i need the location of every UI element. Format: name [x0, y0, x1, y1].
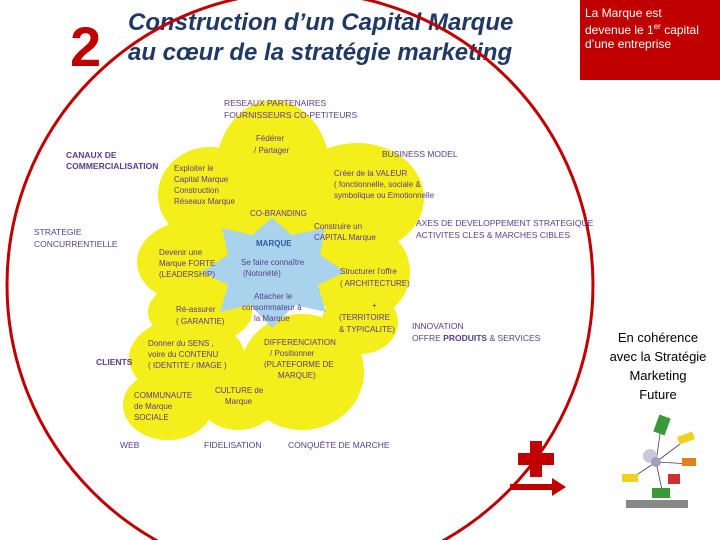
- petal-cobranding: CO-BRANDING: [250, 209, 307, 218]
- petal-culture-1: CULTURE de: [215, 386, 264, 395]
- label-axes-2: ACTIVITES CLES & MARCHES CIBLES: [416, 230, 570, 240]
- petal-structurer-2: ( ARCHITECTURE): [340, 279, 410, 288]
- petal-construire-1: Construire un: [314, 222, 363, 231]
- petal-structurer-1: Structurer l’offre: [340, 267, 397, 276]
- petal-rassurer-1: Ré-assurer: [176, 305, 216, 314]
- petal-creer-1: Créer de la VALEUR: [334, 169, 408, 178]
- label-innovation-2: [412, 333, 541, 343]
- coherence-note: [600, 328, 716, 404]
- petal-diff-1: DIFFERENCIATION: [264, 338, 336, 347]
- petal-creer-2: ( fonctionnelle, sociale &: [334, 180, 421, 189]
- label-web: WEB: [120, 440, 140, 450]
- slide-number: 2: [70, 15, 102, 78]
- label-business-model: BUSINESS MODEL: [382, 149, 458, 159]
- petal-exploiter-2: Capital Marque: [174, 175, 229, 184]
- center-marque: MARQUE: [256, 239, 292, 248]
- petal-communaute-1: COMMUNAUTE: [134, 391, 193, 400]
- petal-sens-2: voire du CONTENU: [148, 350, 219, 359]
- label-reseaux-1: RESEAUX PARTENAIRES: [224, 98, 327, 108]
- petal-culture-2: Marque: [225, 397, 253, 406]
- petal-devenir-2: Marque FORTE: [159, 259, 216, 268]
- center-connaitre-1: Se faire connaître: [241, 258, 305, 267]
- petal-exploiter-3: Construction: [174, 186, 219, 195]
- petal-communaute-3: SOCIALE: [134, 413, 169, 422]
- label-fidelisation: FIDELISATION: [204, 440, 262, 450]
- center-attacher-1: Attacher le: [254, 292, 293, 301]
- plus-icon: [518, 441, 554, 477]
- petal-territoire-2: (TERRITOIRE: [339, 313, 390, 322]
- callout-line-3: d’une entreprise: [585, 37, 672, 51]
- petal-sens-1: Donner du SENS ,: [148, 339, 214, 348]
- label-strategie-1: STRATEGIE: [34, 227, 82, 237]
- callout-line-2-post: capital: [660, 23, 699, 37]
- petal-construire-2: CAPITAL Marque: [314, 233, 376, 242]
- coherence-line-2: avec la Stratégie: [609, 349, 707, 364]
- center-attacher-2: consommateur à: [242, 303, 302, 312]
- petal-diff-2: / Positionner: [270, 349, 315, 358]
- label-conquete: CONQUÊTE DE MARCHE: [288, 440, 390, 450]
- petal-diff-4: MARQUE): [278, 371, 316, 380]
- petal-devenir-3: (LEADERSHIP): [159, 270, 216, 279]
- label-innovation-2-c: & SERVICES: [487, 333, 541, 343]
- petal-exploiter-1: Exploiter le: [174, 164, 214, 173]
- title-line-1: Construction d’un Capital Marque: [128, 9, 514, 36]
- petal-devenir-1: Devenir une: [159, 248, 203, 257]
- center-attacher-3: la Marque: [254, 314, 290, 323]
- label-reseaux-2: FOURNISSEURS CO-PETITEURS: [224, 110, 358, 120]
- petal-federer-2: / Partager: [254, 146, 290, 155]
- callout-superscript: er: [653, 22, 661, 31]
- petal-territoire-1: +: [372, 301, 377, 310]
- callout-line-2-pre: devenue le 1: [585, 23, 654, 37]
- label-clients: CLIENTS: [96, 357, 133, 367]
- petal-diff-3: (PLATEFORME DE: [264, 360, 334, 369]
- label-canaux-1: CANAUX DE: [66, 150, 117, 160]
- callout-line-1: La Marque est: [585, 6, 662, 20]
- label-innovation-1: INNOVATION: [412, 321, 464, 331]
- label-innovation-2-a: OFFRE: [412, 333, 444, 343]
- coherence-line-4: Future: [639, 387, 677, 402]
- label-canaux-2: COMMERCIALISATION: [66, 161, 159, 171]
- coherence-line-1: En cohérence: [617, 330, 699, 345]
- petal-sens-3: ( IDENTITE / IMAGE ): [148, 361, 227, 370]
- label-innovation-2-b: PRODUITS: [443, 333, 488, 343]
- coherence-line-3: Marketing: [629, 368, 687, 383]
- center-connaitre-2: (Notoriété): [243, 269, 281, 278]
- petal-territoire-3: & TYPICALITE): [339, 325, 395, 334]
- label-strategie-2: CONCURRENTIELLE: [34, 239, 118, 249]
- petal-exploiter-4: Réseaux Marque: [174, 197, 235, 206]
- petal-communaute-2: de Marque: [134, 402, 173, 411]
- label-axes-1: AXES DE DEVELOPPEMENT STRATEGIQUE: [416, 218, 594, 228]
- petal-rassurer-2: ( GARANTIE): [176, 317, 225, 326]
- title-line-2: au cœur de la stratégie marketing: [128, 39, 513, 66]
- petal-federer-1: Fédérer: [256, 134, 285, 143]
- future-strategy-thumbnail: [612, 412, 700, 512]
- petal-creer-3: symbolique ou Emotionnelle: [334, 191, 435, 200]
